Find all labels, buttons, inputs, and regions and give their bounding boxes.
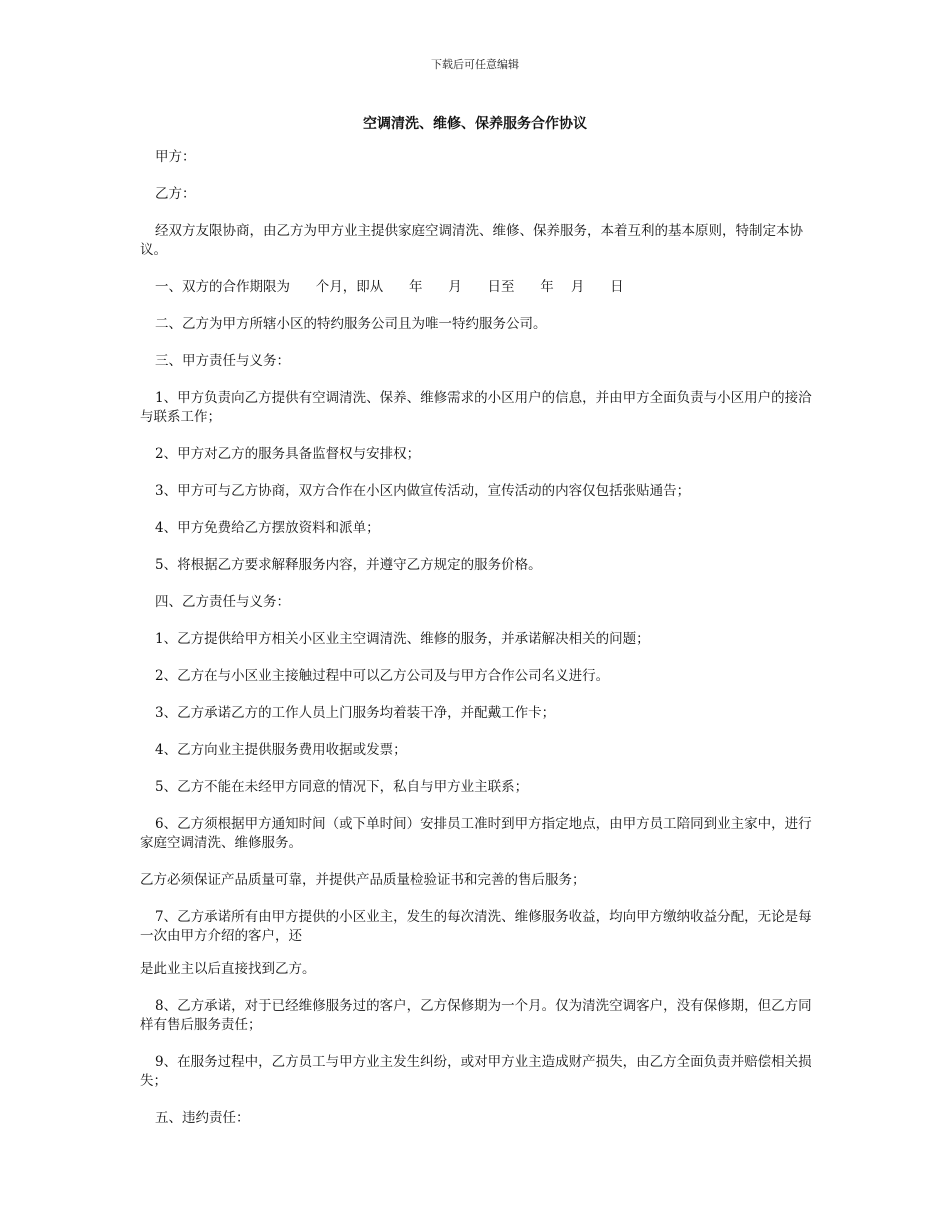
clause-4-item-7-continued: 是此业主以后直接找到乙方。: [140, 961, 316, 977]
clause-4-heading: 四、乙方责任与义务：: [155, 594, 290, 610]
clause-3-item-1: 1、甲方负责向乙方提供有空调清洗、保养、维修需求的小区用户的信息，并由甲方全面负责与小区用户的接洽与联系工作；: [140, 390, 812, 425]
header-note: 下载后可任意编辑: [431, 58, 519, 71]
preamble-paragraph: 经双方友限协商，由乙方为甲方业主提供家庭空调清洗、维修、保养服务，本着互利的基本原则，特制定本协议。: [140, 223, 803, 258]
clause-4-quality-note: 乙方必须保证产品质量可靠，并提供产品质量检验证书和完善的售后服务；: [140, 872, 586, 888]
clause-3-item-5: 5、将根据乙方要求解释服务内容，并遵守乙方规定的服务价格。: [155, 557, 542, 573]
clause-4-item-6: 6、乙方须根据甲方通知时间（或下单时间）安排员工准时到甲方指定地点，由甲方员工陪同到业主家中，进行家庭空调清洗、维修服务。: [140, 816, 812, 851]
clause-3-item-3: 3、甲方可与乙方协商，双方合作在小区内做宣传活动，宣传活动的内容仅包括张贴通告；: [155, 483, 691, 499]
clause-4-item-9: 9、在服务过程中，乙方员工与甲方业主发生纠纷，或对甲方业主造成财产损失，由乙方全面负责并赔偿相关损失；: [140, 1054, 812, 1089]
clause-4-item-3: 3、乙方承诺乙方的工作人员上门服务均着装干净，并配戴工作卡；: [155, 705, 556, 721]
clause-4-item-2: 2、乙方在与小区业主接触过程中可以乙方公司及与甲方合作公司名义进行。: [155, 668, 610, 684]
clause-4-item-7: 7、乙方承诺所有由甲方提供的小区业主，发生的每次清洗、维修服务收益，均向甲方缴纳收益分配，无论是每一次由甲方介绍的客户，还: [140, 909, 812, 944]
clause-2-exclusive: 二、乙方为甲方所辖小区的特约服务公司且为唯一特约服务公司。: [155, 316, 547, 332]
party-b-line: 乙方：: [155, 186, 196, 202]
clause-4-item-1: 1、乙方提供给甲方相关小区业主空调清洗、维修的服务，并承诺解决相关的问题；: [155, 631, 650, 647]
document-body: [140, 148, 812, 1146]
clause-4-item-4: 4、乙方向业主提供服务费用收据或发票；: [155, 742, 407, 758]
clause-4-item-5: 5、乙方不能在未经甲方同意的情况下，私自与甲方业主联系；: [155, 779, 529, 795]
clause-3-heading: 三、甲方责任与义务：: [155, 353, 290, 369]
clause-1-term: 一、双方的合作期限为 个月，即从 年 月 日至 年 月 日: [155, 279, 624, 295]
document-title: 空调清洗、维修、保养服务合作协议: [363, 116, 587, 132]
clause-3-item-4: 4、甲方免费给乙方摆放资料和派单；: [155, 520, 380, 536]
clause-4-item-8: 8、乙方承诺，对于已经维修服务过的客户，乙方保修期为一个月。仅为清洗空调客户，没有保修期，但乙方同样有售后服务责任；: [140, 998, 812, 1033]
party-a-line: 甲方：: [155, 149, 196, 165]
clause-5-heading: 五、违约责任：: [155, 1110, 250, 1126]
clause-3-item-2: 2、甲方对乙方的服务具备监督权与安排权；: [155, 446, 421, 462]
